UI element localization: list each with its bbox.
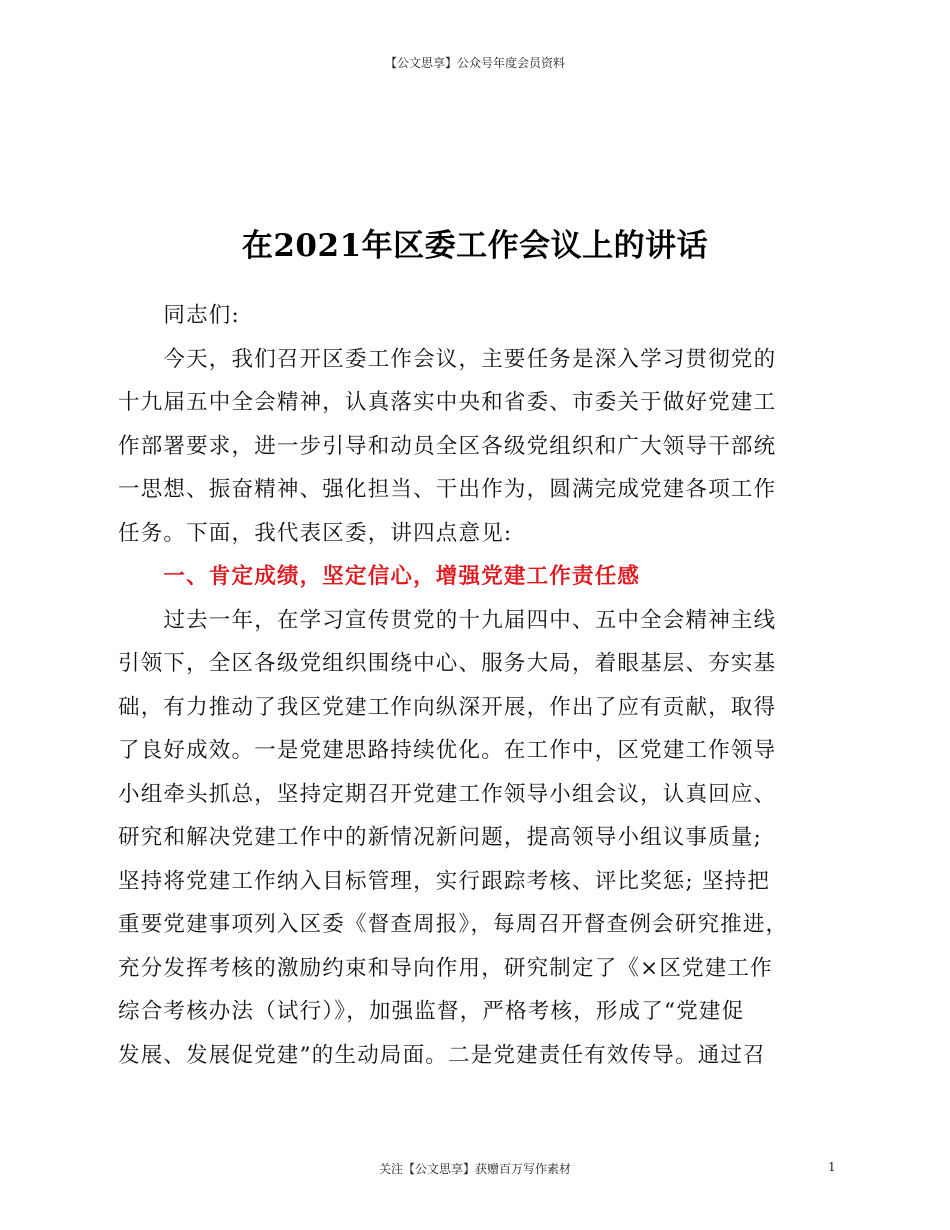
paragraph-line: 综合考核办法（试行）》，加强监督，严格考核，形成了“党建促 xyxy=(118,999,745,1024)
page-footer: 关注【公文思享】获赠百万写作素材 xyxy=(378,1162,571,1176)
paragraph-line: 发展、发展促党建”的生动局面。二是党建责任有效传导。通过召 xyxy=(118,1042,766,1068)
paragraph-line: 坚持将党建工作纳入目标管理，实行跟踪考核、评比奖惩; 坚持把 xyxy=(118,868,771,894)
paragraph-line: 研究和解决党建工作中的新情况新问题，提高领导小组议事质量; xyxy=(118,825,763,850)
paragraph-line: 引领下，全区各级党组织围绕中心、服务大局，着眼基层、夯实基 xyxy=(118,651,777,676)
paragraph-line: 一思想、振奋精神、强化担当、干出作为，圆满完成党建各项工作 xyxy=(118,477,777,502)
paragraph-line: 过去一年，在学习宣传贯党的十九届四中、五中全会精神主线 xyxy=(118,607,777,633)
paragraph-line: 充分发挥考核的激励约束和导向作用，研究制定了《×区党建工作 xyxy=(118,955,773,981)
document-body xyxy=(118,294,838,1077)
salutation: 同志们: xyxy=(118,303,240,328)
document-title: 在2021年区委工作会议上的讲话 xyxy=(241,228,709,264)
paragraph-line: 础，有力推动了我区党建工作向纵深开展，作出了应有贡献，取得 xyxy=(118,694,777,720)
paragraph-line: 十九届五中全会精神，认真落实中央和省委、市委关于做好党建工 xyxy=(118,390,777,415)
page-header: 【公文思享】公众号年度会员资料 xyxy=(384,56,565,70)
paragraph-line: 今天，我们召开区委工作会议，主要任务是深入学习贯彻党的 xyxy=(118,346,777,372)
paragraph-line: 任务。下面，我代表区委，讲四点意见: xyxy=(118,520,513,546)
paragraph-line: 作部署要求，进一步引导和动员全区各级党组织和广大领导干部统 xyxy=(118,433,777,459)
section-heading: 一、肯定成绩，坚定信心，增强党建工作责任感 xyxy=(118,564,641,589)
paragraph-line: 了良好成效。一是党建思路持续优化。在工作中，区党建工作领导 xyxy=(118,738,777,763)
page-number: 1 xyxy=(828,1160,836,1174)
paragraph-line: 小组牵头抓总，坚持定期召开党建工作领导小组会议，认真回应、 xyxy=(118,781,777,807)
paragraph-line: 重要党建事项列入区委《督查周报》，每周召开督查例会研究推进， xyxy=(118,912,789,937)
